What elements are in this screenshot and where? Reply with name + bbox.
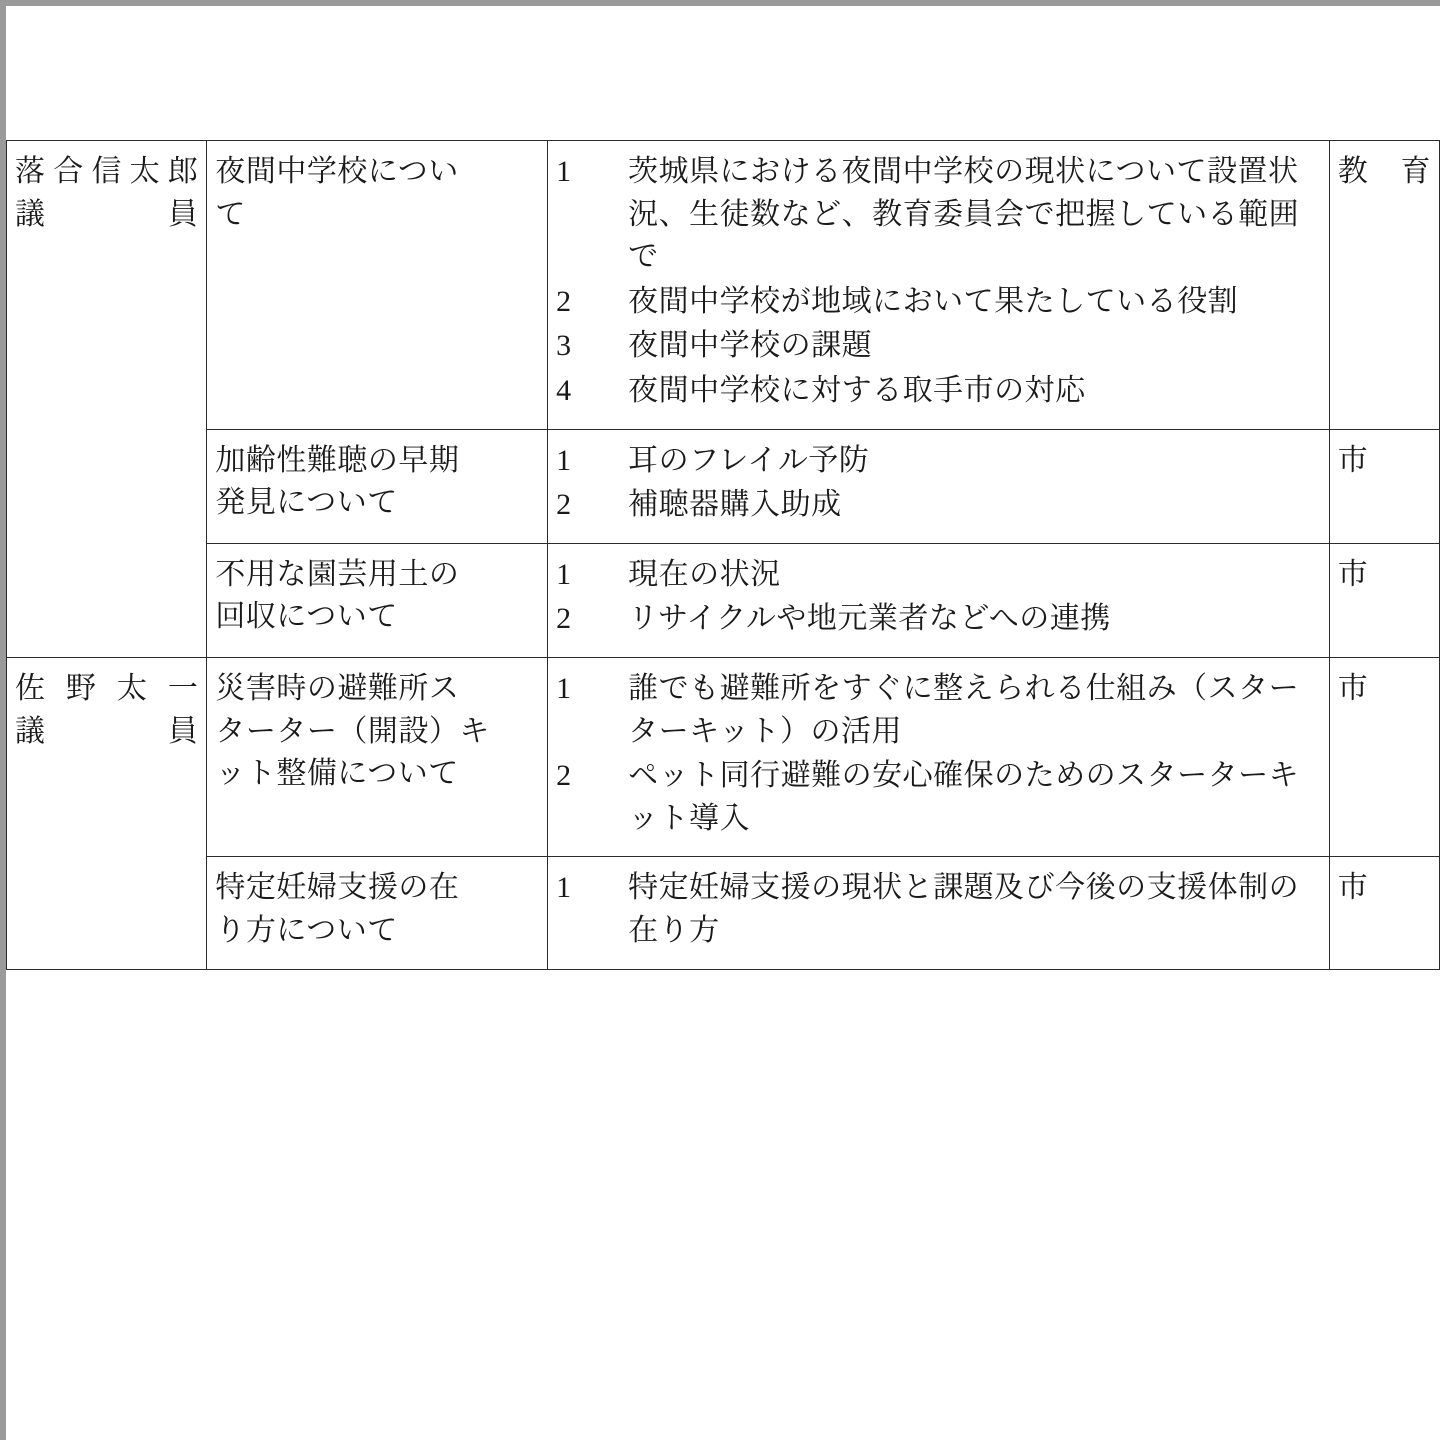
detail-item [556, 755, 1321, 840]
topic-cell [207, 141, 548, 430]
topic-line: 加齢性難聴の早期 [215, 443, 460, 477]
speaker-name-cell [7, 141, 207, 658]
detail-text: 茨城県における夜間中学校の現状について設置状況、生徒数など、教育委員会で把握している範囲で [628, 155, 1300, 274]
department-cell [1329, 543, 1439, 657]
topic-cell [207, 543, 548, 657]
speaker-name-line1: 落合信太郎 [15, 155, 199, 188]
detail-cell [548, 657, 1330, 856]
department-label: 教 育 [1337, 155, 1431, 188]
topic-line: 回収について [215, 600, 398, 634]
detail-number: 1 [556, 871, 572, 905]
detail-item [556, 281, 1321, 324]
topic-cell [207, 657, 548, 856]
detail-cell [548, 429, 1330, 543]
detail-item [556, 325, 1321, 368]
topic-line: 災害時の避難所ス [215, 671, 460, 705]
speaker-name-cell [7, 657, 207, 969]
detail-number: 2 [556, 488, 572, 522]
detail-number: 4 [556, 373, 572, 407]
table-row [7, 429, 1440, 543]
detail-text: 夜間中学校が地域において果たしている役割 [628, 284, 1239, 318]
detail-text: 特定妊婦支援の現状と課題及び今後の支援体制の在り方 [628, 871, 1300, 947]
detail-item [556, 440, 1321, 483]
page-top-border [0, 0, 1440, 6]
department-cell [1329, 857, 1439, 969]
detail-text: 夜間中学校の課題 [628, 329, 873, 363]
department-cell [1329, 429, 1439, 543]
detail-cell [548, 857, 1330, 969]
detail-cell [548, 543, 1330, 657]
detail-item [556, 598, 1321, 641]
table-row [7, 141, 1440, 430]
topic-line: て [215, 197, 246, 231]
department-cell [1329, 657, 1439, 856]
topic-line: ット整備について [215, 757, 459, 791]
topic-cell [207, 429, 548, 543]
general-question-table [6, 140, 1440, 970]
topic-line: 発見について [215, 486, 398, 520]
detail-number: 1 [556, 443, 572, 477]
speaker-name-line1: 佐野太一 [15, 671, 199, 705]
topic-line: 夜間中学校につい [215, 155, 459, 188]
topic-line: 特定妊婦支援の在 [215, 871, 460, 905]
detail-number: 2 [556, 284, 572, 318]
detail-item [556, 151, 1321, 279]
detail-item [556, 867, 1321, 952]
detail-text: 耳のフレイル予防 [628, 443, 870, 477]
department-label: 市 [1337, 871, 1369, 905]
table-row [7, 543, 1440, 657]
topic-line: ターター（開設）キ [215, 714, 490, 748]
department-label: 市 [1337, 557, 1369, 591]
detail-text: 補聴器購入助成 [628, 488, 842, 522]
detail-text: 誰でも避難所をすぐに整えられる仕組み（スターターキット）の活用 [628, 671, 1300, 748]
detail-text: 夜間中学校に対する取手市の対応 [628, 373, 1086, 407]
detail-number: 1 [556, 557, 572, 591]
detail-item [556, 484, 1321, 527]
detail-item [556, 554, 1321, 597]
department-cell [1329, 141, 1439, 430]
detail-cell [548, 141, 1330, 430]
table-row [7, 857, 1440, 969]
topic-line: り方について [215, 913, 398, 947]
detail-number: 2 [556, 602, 572, 636]
speaker-name-line2: 議 員 [15, 714, 199, 748]
detail-number: 3 [556, 329, 572, 363]
detail-item [556, 668, 1321, 753]
detail-text: リサイクルや地元業者などへの連携 [628, 602, 1111, 636]
detail-text: ペット同行避難の安心確保のためのスターターキット導入 [628, 759, 1300, 835]
department-label: 市 [1337, 443, 1369, 477]
detail-item [556, 370, 1321, 413]
detail-text: 現在の状況 [628, 557, 781, 591]
topic-cell [207, 857, 548, 969]
detail-number: 1 [556, 671, 572, 705]
topic-line: 不用な園芸用土の [215, 557, 460, 591]
detail-number: 1 [556, 155, 572, 188]
table-row [7, 657, 1440, 856]
speaker-name-line2: 議 員 [15, 197, 199, 231]
detail-number: 2 [556, 759, 572, 793]
department-label: 市 [1337, 671, 1369, 705]
